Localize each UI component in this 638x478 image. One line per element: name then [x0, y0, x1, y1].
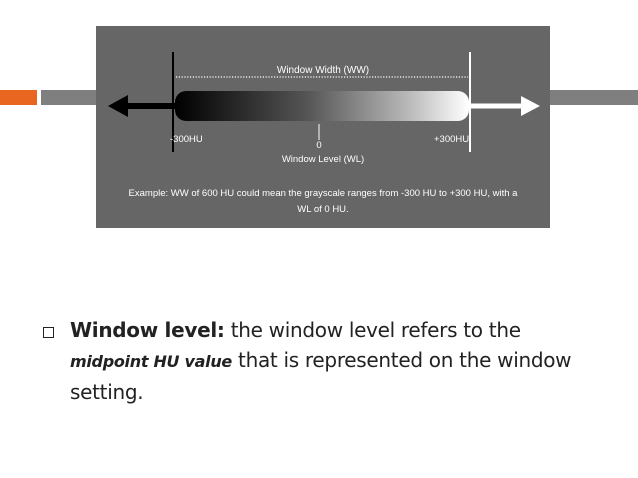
bullet-emphasis: midpoint HU value: [70, 352, 232, 371]
left-hu-value: -300HU: [170, 134, 203, 145]
example-caption: Example: WW of 600 HU could mean the grayscale ranges from -300 HU to +300 HU, with a WL of 0 HU.: [128, 188, 518, 215]
rule-bar-right: [550, 90, 638, 105]
right-arrow-icon: [521, 96, 540, 116]
grayscale-bar: [175, 91, 469, 121]
right-hu-value: +300HU: [434, 134, 470, 145]
accent-bar: [0, 90, 37, 105]
center-hu-value: 0: [316, 140, 322, 151]
window-width-label: Window Width (WW): [276, 65, 370, 76]
left-arrow-icon: [108, 95, 128, 117]
window-level-label: Window Level (WL): [281, 154, 365, 165]
bullet-term: Window level:: [70, 318, 225, 342]
window-level-diagram: [96, 26, 550, 228]
bullet-text-after: that is represented on the window setting.: [70, 348, 572, 404]
bullet-text-before: the window level refers to the: [224, 318, 521, 342]
hollow-square-bullet-icon: [43, 327, 54, 338]
bullet-paragraph: [70, 315, 590, 407]
rule-bar-left: [41, 90, 96, 105]
